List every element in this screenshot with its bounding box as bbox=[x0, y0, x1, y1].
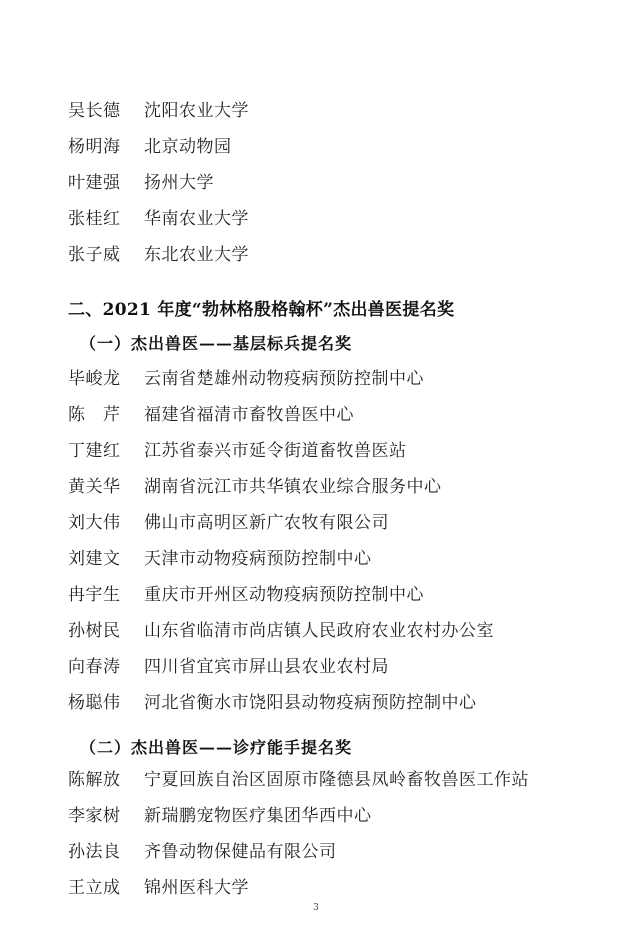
person-name: 陈解放 bbox=[68, 769, 121, 790]
section-heading: 二、2021 年度“勃林格殷格翰杯”杰出兽医提名奖 bbox=[68, 300, 455, 320]
organization: 天津市动物疫病预防控制中心 bbox=[144, 548, 372, 569]
organization: 四川省宜宾市屏山县农业农村局 bbox=[144, 656, 389, 677]
organization: 北京动物园 bbox=[144, 136, 232, 157]
organization: 山东省临清市尚店镇人民政府农业农村办公室 bbox=[144, 620, 494, 641]
person-name: 叶建强 bbox=[68, 172, 121, 193]
person-name: 张桂红 bbox=[68, 208, 121, 229]
organization: 湖南省沅江市共华镇农业综合服务中心 bbox=[144, 476, 442, 497]
organization: 福建省福清市畜牧兽医中心 bbox=[144, 404, 354, 425]
organization: 宁夏回族自治区固原市隆德县凤岭畜牧兽医工作站 bbox=[144, 769, 529, 790]
person-name: 黄关华 bbox=[68, 476, 121, 497]
person-name: 孙法良 bbox=[68, 841, 121, 862]
person-name: 张子威 bbox=[68, 244, 121, 265]
person-name: 陈 芹 bbox=[68, 404, 121, 425]
person-name: 李家树 bbox=[68, 805, 121, 826]
person-name: 刘大伟 bbox=[68, 512, 121, 533]
organization: 江苏省泰兴市延令街道畜牧兽医站 bbox=[144, 440, 407, 461]
person-name: 毕峻龙 bbox=[68, 368, 121, 389]
person-name: 丁建红 bbox=[68, 440, 121, 461]
organization: 沈阳农业大学 bbox=[144, 100, 249, 121]
organization: 云南省楚雄州动物疫病预防控制中心 bbox=[144, 368, 424, 389]
subsection-heading: （二）杰出兽医——诊疗能手提名奖 bbox=[80, 738, 353, 757]
organization: 锦州医科大学 bbox=[144, 877, 249, 898]
organization: 重庆市开州区动物疫病预防控制中心 bbox=[144, 584, 424, 605]
page-number: 3 bbox=[313, 903, 319, 913]
organization: 齐鲁动物保健品有限公司 bbox=[144, 841, 337, 862]
organization: 东北农业大学 bbox=[144, 244, 249, 265]
organization: 华南农业大学 bbox=[144, 208, 249, 229]
subsection-heading: （一）杰出兽医——基层标兵提名奖 bbox=[80, 334, 353, 353]
person-name: 杨明海 bbox=[68, 136, 121, 157]
person-name: 杨聪伟 bbox=[68, 692, 121, 713]
person-name: 吴长德 bbox=[68, 100, 121, 121]
person-name: 冉宇生 bbox=[68, 584, 121, 605]
organization: 佛山市高明区新广农牧有限公司 bbox=[144, 512, 389, 533]
person-name: 向春涛 bbox=[68, 656, 121, 677]
organization: 扬州大学 bbox=[144, 172, 214, 193]
person-name: 孙树民 bbox=[68, 620, 121, 641]
organization: 河北省衡水市饶阳县动物疫病预防控制中心 bbox=[144, 692, 477, 713]
organization: 新瑞鹏宠物医疗集团华西中心 bbox=[144, 805, 372, 826]
person-name: 王立成 bbox=[68, 877, 121, 898]
person-name: 刘建文 bbox=[68, 548, 121, 569]
